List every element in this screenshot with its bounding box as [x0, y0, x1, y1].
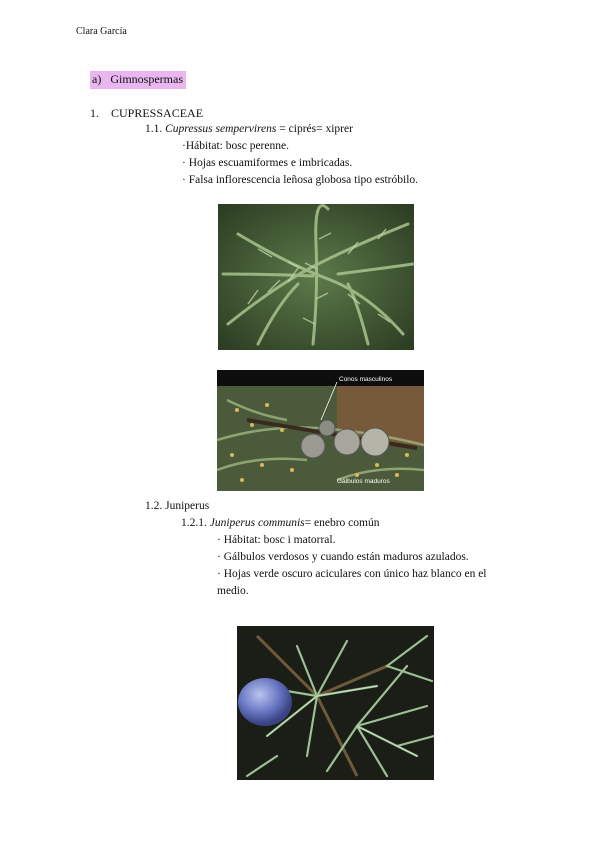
cypress-cones-photo [217, 370, 424, 491]
cupressus-fact: · Hojas escuamiformes e imbricadas. [182, 157, 353, 169]
cupressus-common-name: = ciprés= xiprer [276, 123, 353, 135]
section-label: a) [92, 72, 102, 86]
photo-label-top: Conos masculinos [339, 376, 393, 383]
juniper-berry-photo [237, 626, 434, 780]
juniperus-sub-number: 1.2.1. [181, 517, 207, 529]
cupressus-species: Cupressus sempervirens [165, 123, 277, 135]
cupressus-fact: · Falsa inflorescencia leñosa globosa tipo estróbilo. [182, 174, 419, 186]
juniperus-fact: · Gálbulos verdosos y cuando están maduros azulados. [217, 551, 469, 563]
cupressus-fact: ·Hábitat: bosc perenne. [182, 140, 289, 152]
family-number: 1. [90, 106, 99, 120]
juniperus-common-name: = enebro común [304, 517, 380, 529]
juniperus-heading [145, 500, 209, 512]
family-heading [90, 106, 203, 121]
author-name: Clara García [76, 26, 127, 37]
juniperus-species: Juniperus communis [209, 517, 305, 529]
juniperus-fact: · Hábitat: bosc i matorral. [217, 534, 336, 546]
photo-label-bottom: Gálbulos maduros [337, 478, 390, 485]
cypress-foliage-photo [218, 204, 414, 350]
cupressus-heading [145, 123, 353, 135]
section-title: Gimnospermas [110, 72, 183, 86]
juniperus-number: 1.2. [145, 500, 163, 512]
cupressus-number: 1.1. [145, 123, 163, 135]
juniperus-fact: · Hojas verde oscuro aciculares con único haz blanco en el [217, 568, 487, 580]
juniperus-communis-heading [181, 517, 379, 529]
family-name: CUPRESSACEAE [111, 106, 204, 120]
juniperus-fact: medio. [217, 585, 249, 597]
juniperus-name: Juniperus [165, 500, 210, 512]
section-heading [90, 71, 186, 89]
